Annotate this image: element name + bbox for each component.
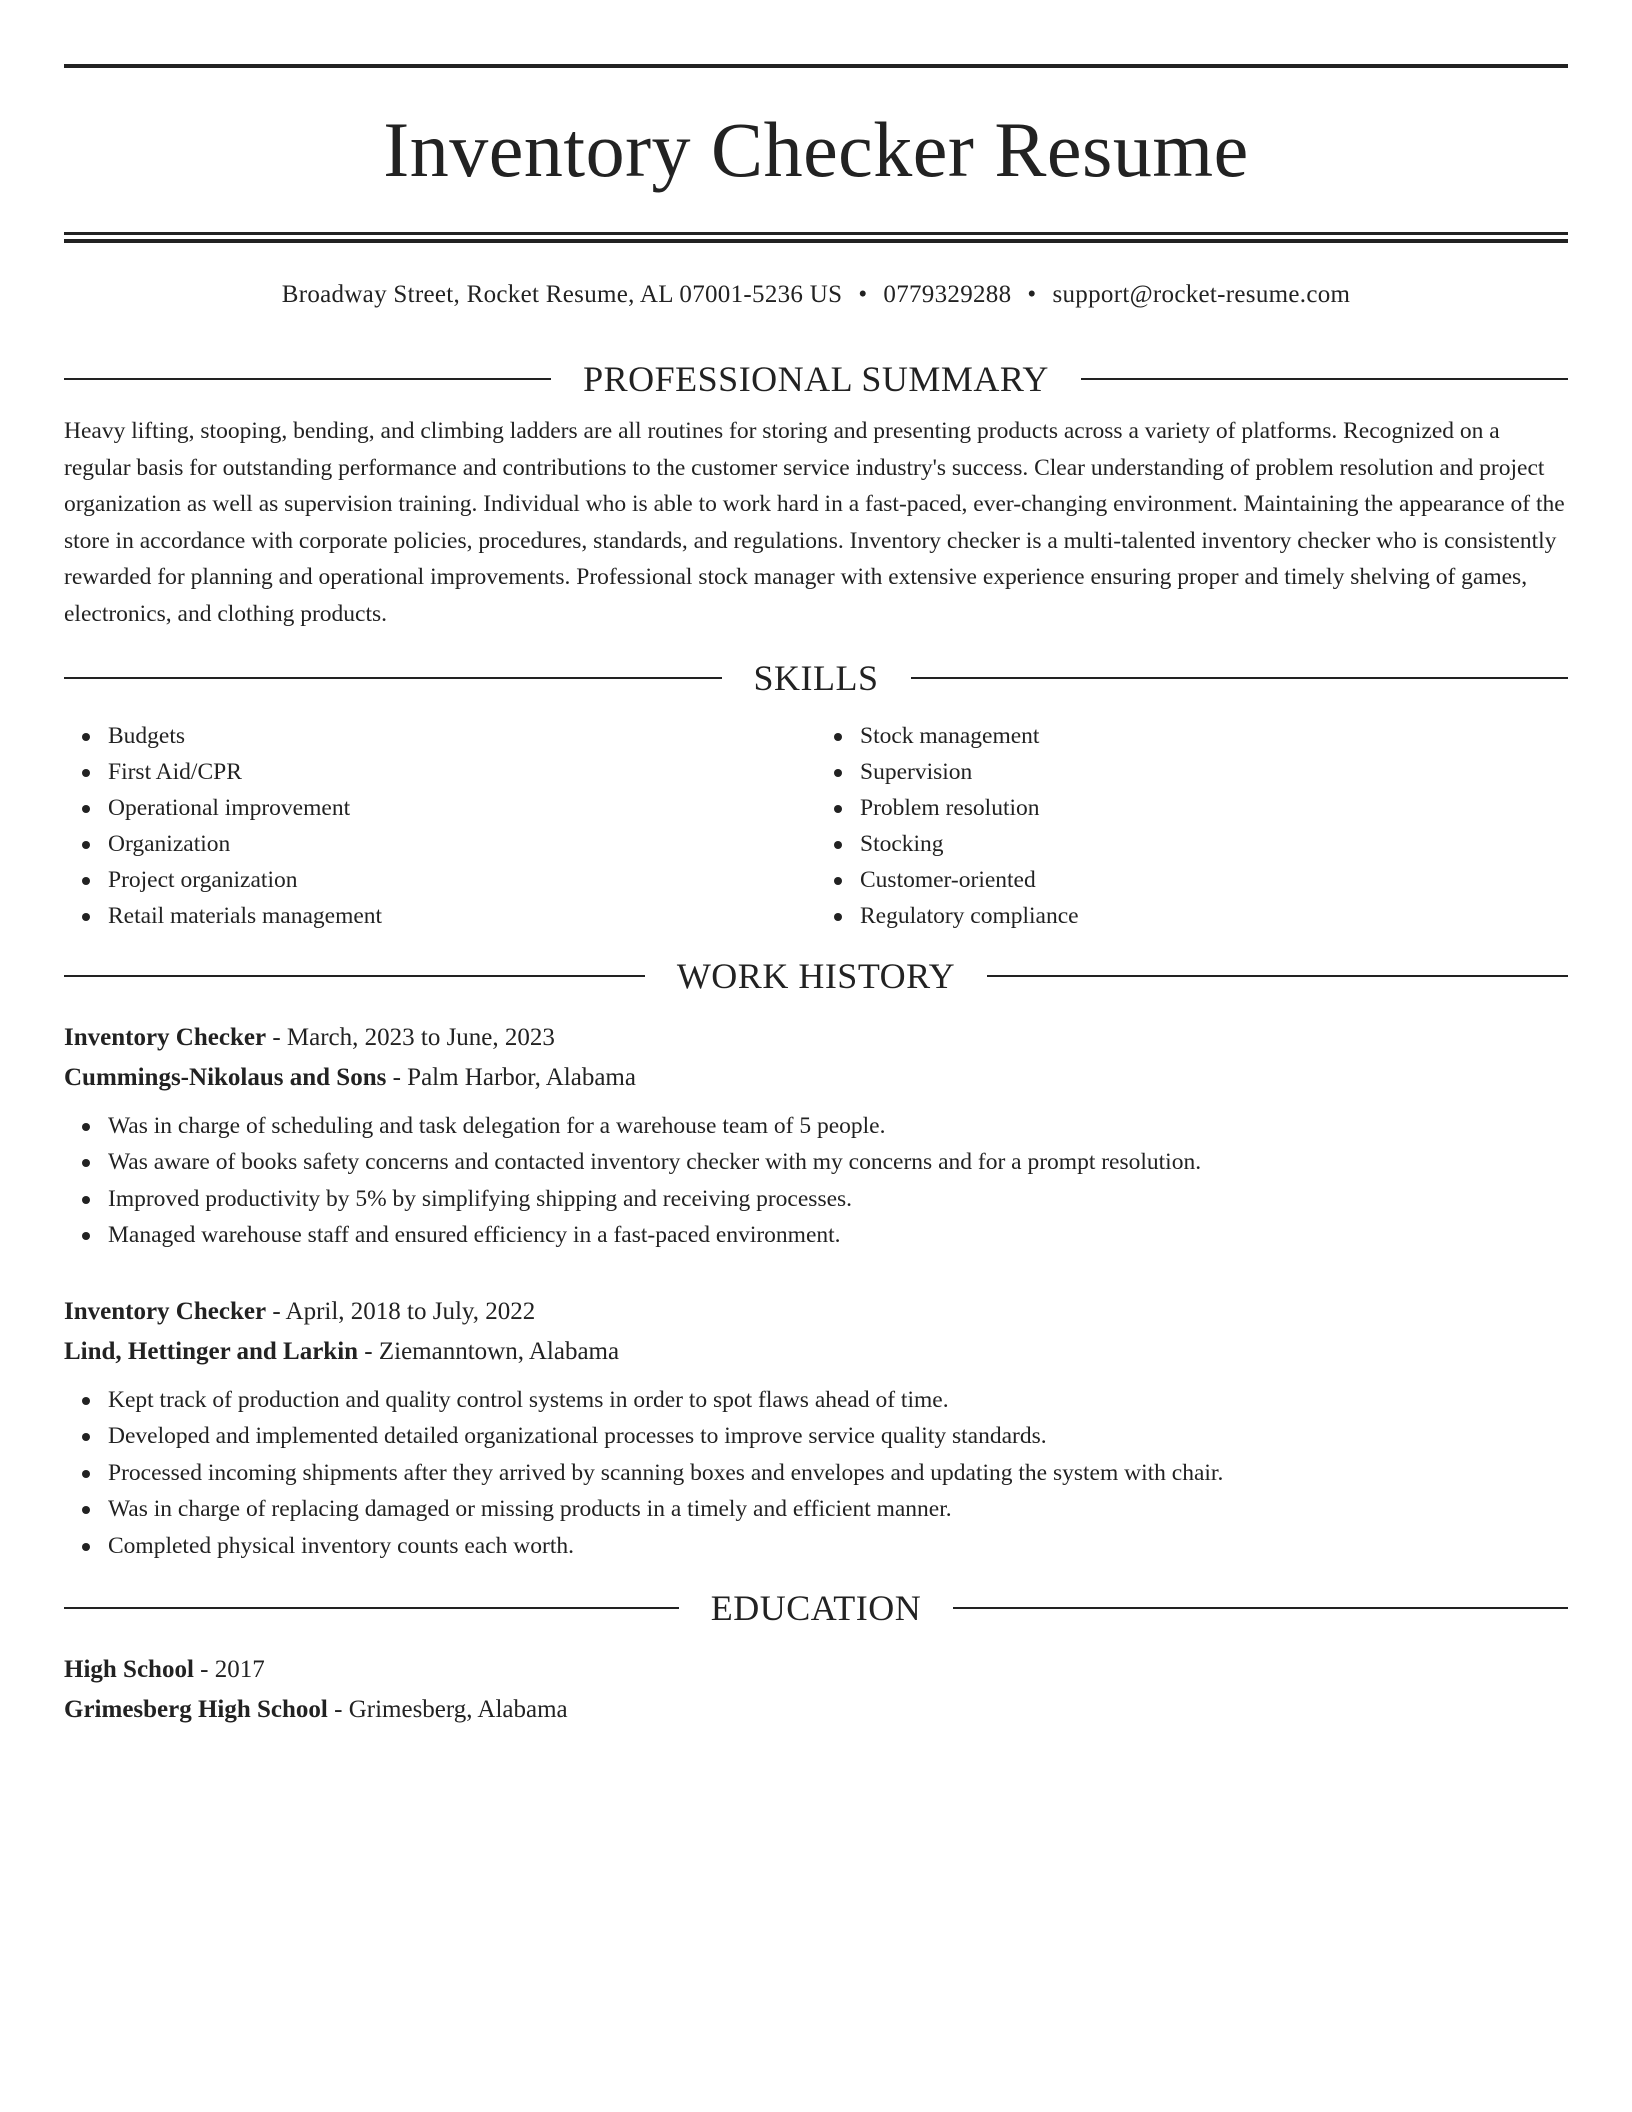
job-bullets (64, 1108, 1568, 1254)
job-bullet: Was in charge of scheduling and task delegation for a warehouse team of 5 people. (108, 1108, 1568, 1145)
job-title: Inventory Checker (64, 1297, 267, 1325)
heading-rule (953, 1607, 1568, 1609)
skill-item: Organization (108, 826, 816, 862)
section-heading-work (64, 954, 1568, 998)
heading-rule (987, 975, 1568, 977)
skill-item: First Aid/CPR (108, 754, 816, 790)
job-company: Cummings-Nikolaus and Sons (64, 1063, 387, 1091)
resume-page (64, 64, 1568, 1730)
job-company: Lind, Hettinger and Larkin (64, 1337, 359, 1365)
section-heading-summary (64, 357, 1568, 401)
skill-item: Stocking (860, 826, 1568, 862)
section-heading-education (64, 1586, 1568, 1630)
job-entry (64, 1292, 1568, 1565)
job-bullet: Was in charge of replacing damaged or missing products in a timely and efficient manner. (108, 1491, 1568, 1528)
heading-rule (911, 677, 1569, 679)
job-bullet: Developed and implemented detailed organizational processes to improve service quality standards. (108, 1418, 1568, 1455)
job-company-line (64, 1058, 1568, 1098)
skill-item: Budgets (108, 718, 816, 754)
skills-list (64, 718, 1568, 934)
contact-address: Broadway Street, Rocket Resume, AL 07001-5236 US (281, 281, 843, 308)
education-school: Grimesberg High School (64, 1696, 328, 1723)
resume-title: Inventory Checker Resume (383, 106, 1249, 193)
skill-item: Regulatory compliance (860, 898, 1568, 934)
job-title-line (64, 1018, 1568, 1058)
section-title-skills: SKILLS (753, 657, 879, 698)
job-title: Inventory Checker (64, 1023, 267, 1051)
contact-line (64, 279, 1568, 311)
job-location: - Ziemanntown, Alabama (358, 1337, 620, 1365)
job-bullet: Improved productivity by 5% by simplifying shipping and receiving processes. (108, 1181, 1568, 1218)
skill-item: Project organization (108, 862, 816, 898)
heading-rule (64, 975, 645, 977)
job-bullet: Completed physical inventory counts each worth. (108, 1528, 1568, 1565)
section-title-work: WORK HISTORY (676, 955, 956, 996)
job-location: - Palm Harbor, Alabama (386, 1063, 636, 1091)
job-dates: - April, 2018 to July, 2022 (266, 1297, 536, 1325)
skill-item: Supervision (860, 754, 1568, 790)
skill-item: Retail materials management (108, 898, 816, 934)
job-dates: - March, 2023 to June, 2023 (266, 1023, 555, 1051)
job-bullet: Kept track of production and quality control systems in order to spot flaws ahead of time. (108, 1382, 1568, 1419)
contact-separator: • (1027, 281, 1037, 308)
job-bullet: Processed incoming shipments after they arrived by scanning boxes and envelopes and updating the system with chair. (108, 1455, 1568, 1492)
job-company-line (64, 1332, 1568, 1372)
job-bullets (64, 1382, 1568, 1565)
job-bullet: Was aware of books safety concerns and contacted inventory checker with my concerns and for a prompt resolution. (108, 1144, 1568, 1181)
job-title-line (64, 1292, 1568, 1332)
education-degree-line (64, 1650, 1568, 1690)
skill-item: Stock management (860, 718, 1568, 754)
job-bullet: Managed warehouse staff and ensured efficiency in a fast-paced environment. (108, 1217, 1568, 1254)
skill-item: Operational improvement (108, 790, 816, 826)
top-rule (64, 64, 1568, 68)
skills-column-right (816, 718, 1568, 934)
education-location: - Grimesberg, Alabama (327, 1696, 568, 1723)
skills-column-left (64, 718, 816, 934)
summary-paragraph: Heavy lifting, stooping, bending, and climbing ladders are all routines for storing and presenting products across a variety of platforms. Recognized on a regular basis for outstanding performance and contributions to the customer service industry's success. Clear understanding of problem resolution and project organization as well as supervision training. Individual who is able to work hard in a fast-paced, ever-changing environment. Maintaining the appearance of the store in accordance with corporate policies, procedures, standards, and regulations. Inventory checker is a multi-talented inventory checker who is consistently rewarded for planning and operational improvements. Professional stock manager with extensive experience ensuring proper and timely shelving of games, electronics, and clothing products. (64, 418, 1565, 627)
heading-rule (64, 1607, 679, 1609)
section-title-summary: PROFESSIONAL SUMMARY (583, 359, 1049, 399)
contact-email: support@rocket-resume.com (1052, 281, 1351, 308)
education-school-line (64, 1690, 1568, 1730)
section-title-education: EDUCATION (710, 1588, 922, 1628)
skill-item: Problem resolution (860, 790, 1568, 826)
contact-phone: 0779329288 (883, 281, 1012, 308)
heading-rule (1081, 378, 1568, 380)
heading-rule (64, 677, 722, 679)
heading-rule (64, 378, 551, 380)
title-double-rule (64, 232, 1568, 243)
education-entry (64, 1650, 1568, 1730)
section-heading-skills (64, 656, 1568, 700)
skill-item: Customer-oriented (860, 862, 1568, 898)
job-entry (64, 1018, 1568, 1254)
education-year: - 2017 (193, 1656, 265, 1683)
contact-separator: • (858, 281, 868, 308)
education-degree: High School (64, 1656, 194, 1683)
